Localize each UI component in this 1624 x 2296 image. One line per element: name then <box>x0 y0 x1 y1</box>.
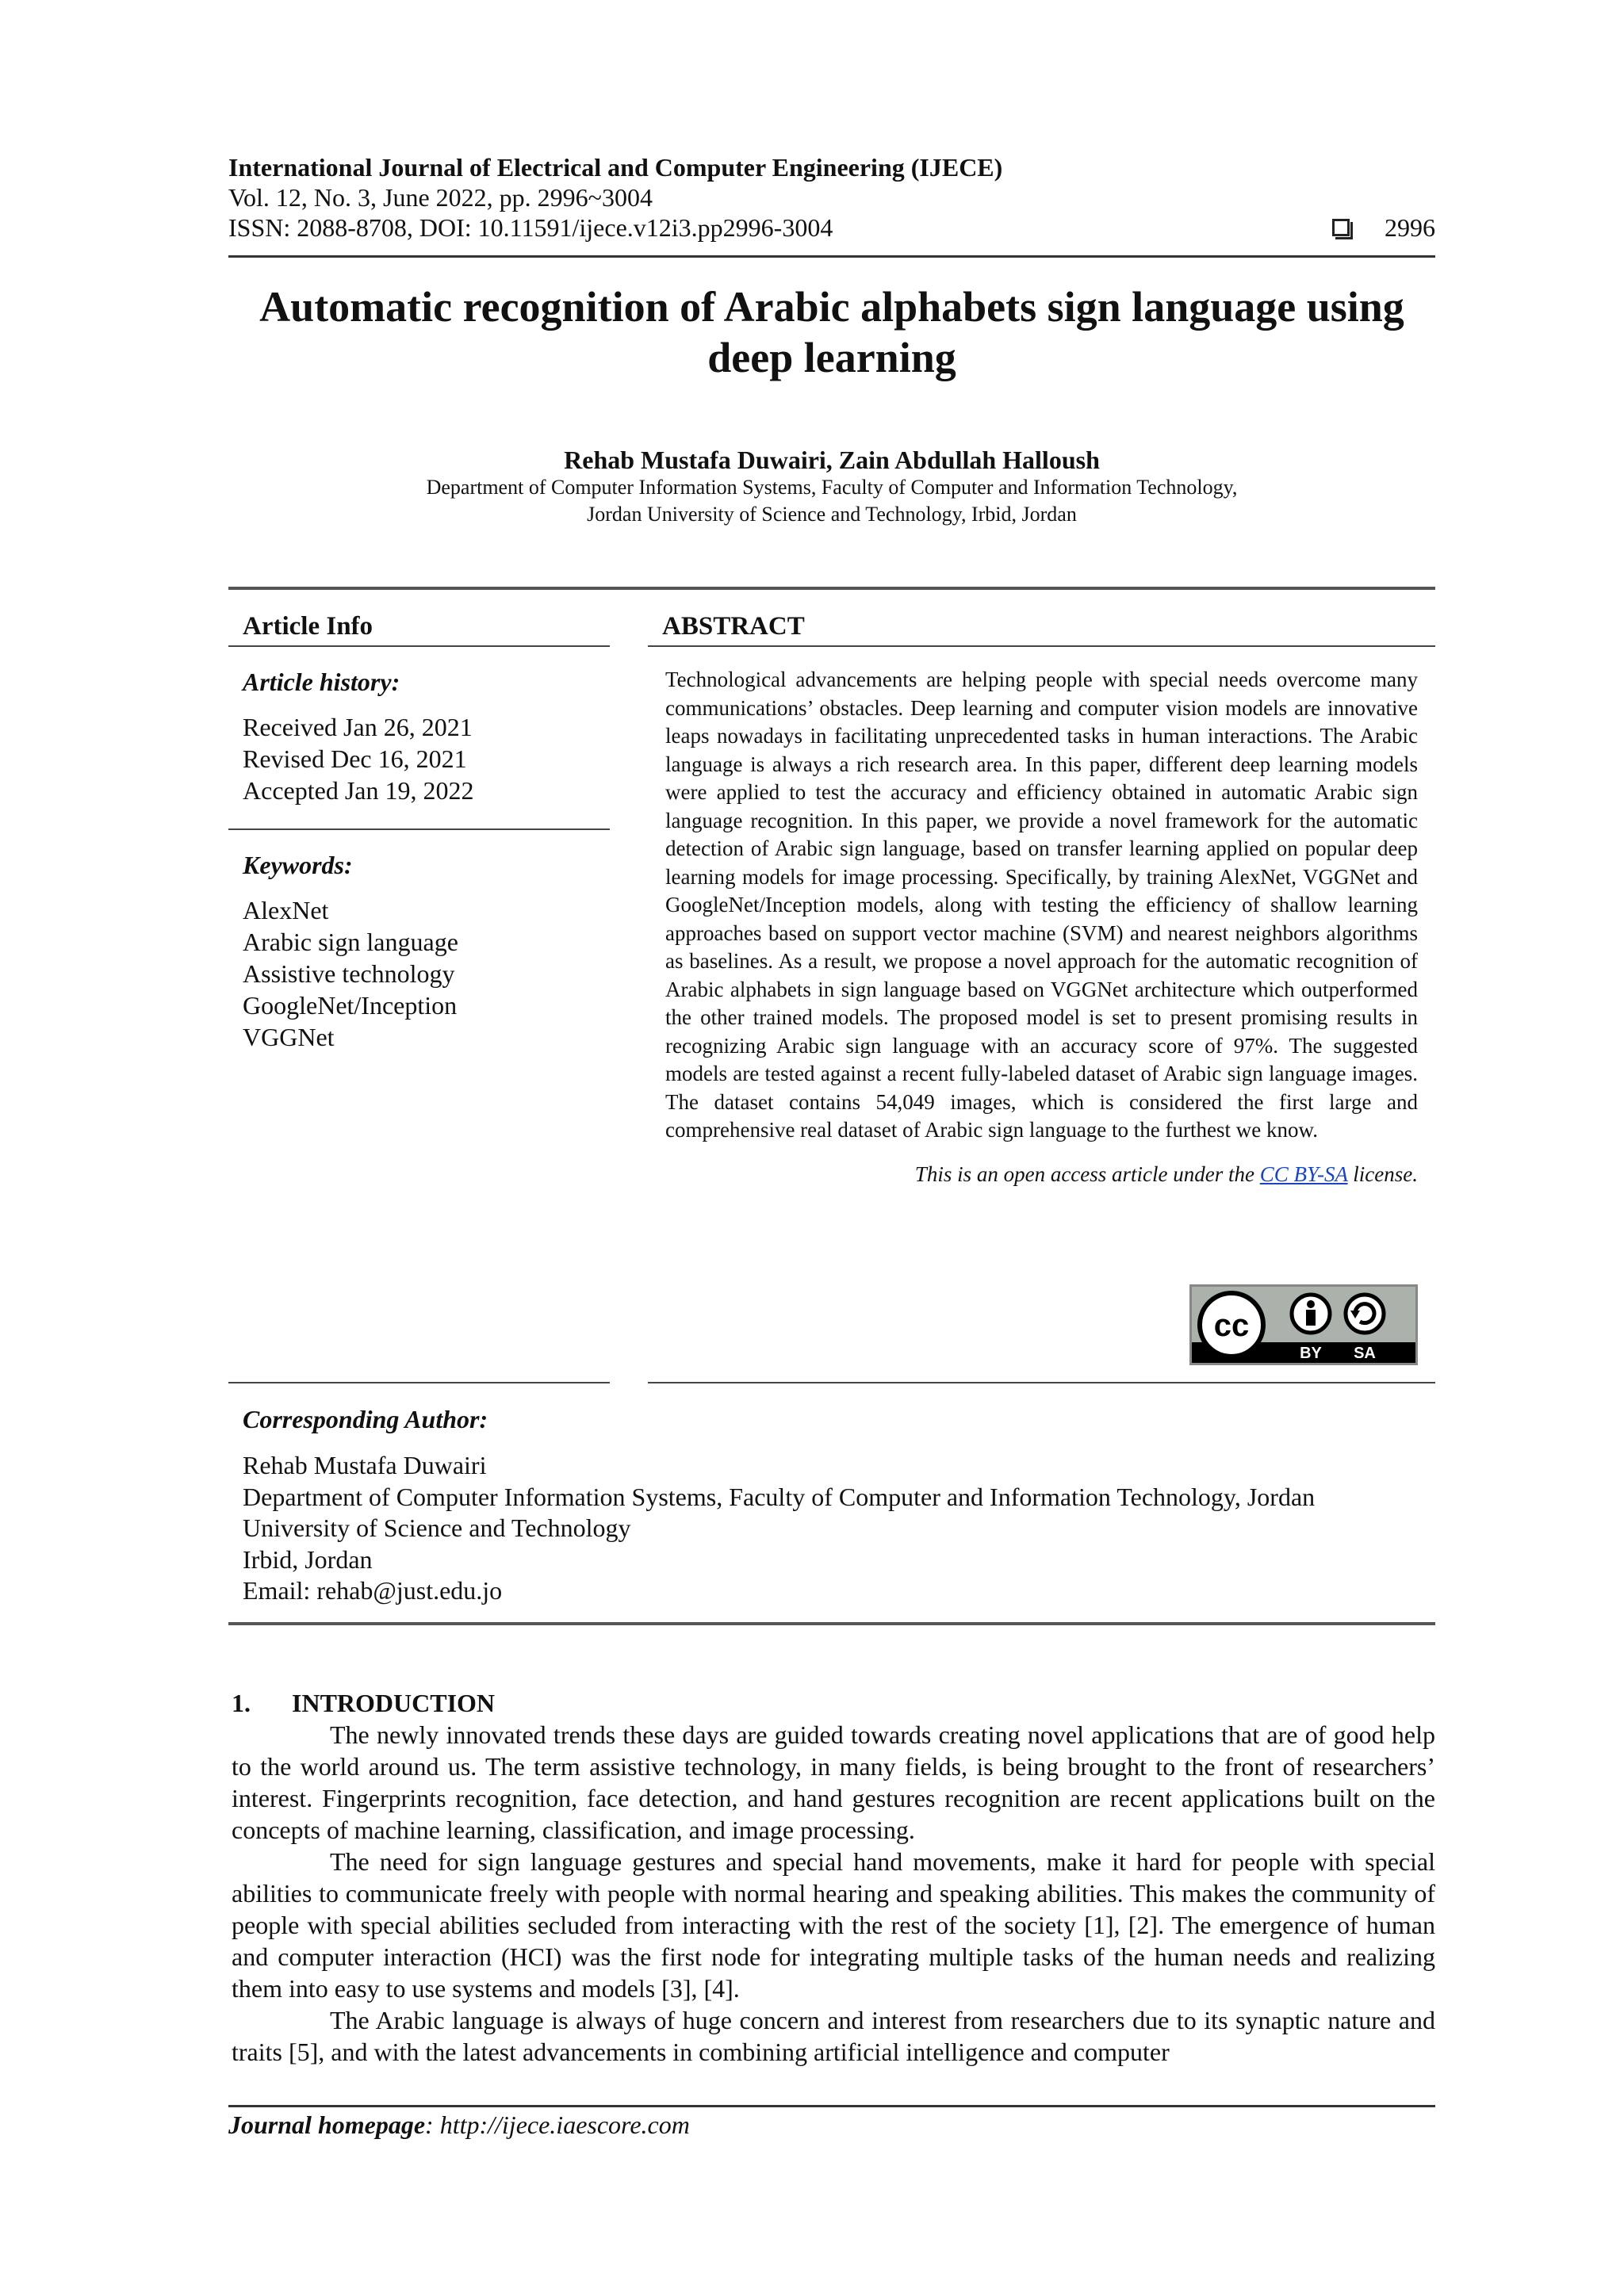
open-access-suffix: license. <box>1347 1161 1418 1186</box>
keyword-item: AlexNet <box>243 896 329 924</box>
page-number: 2996 <box>1385 212 1435 242</box>
info-bottom-rule <box>228 1382 610 1383</box>
abstract-text: Technological advancements are helping people with special needs overcome many communications’ obstacles. Deep learning and computer vision models are innovative leaps nowadays in facilitating unprecedented tasks in human interactions. The Arabic language is always a rich research area. In this paper, different deep learning models were applied to test the accuracy and efficiency obtained in automatic Arabic sign language recognition. In this paper, we provide a novel framework for the automatic detection of Arabic sign language, based on transfer learning applied on popular deep learning models for image processing. Specifically, by training AlexNet, VGGNet and GoogleNet/Inception models, along with testing the efficiency of shallow learning approaches based on support vector machine (SVM) and nearest neighbors algorithms as baselines. As a result, we propose a novel approach for the automatic recognition of Arabic alphabets in sign language based on VGGNet architecture which outperformed the other trained models. The proposed model is set to present promising results in recognizing Arabic sign language with an accuracy score of 97%. The suggested models are tested against a recent fully-labeled dataset of Arabic sign language images. The dataset contains 54,049 images, which is considered the first large and comprehensive real dataset of Arabic sign language to the furthest we know. <box>665 668 1418 1142</box>
keyword-item: VGGNet <box>243 1023 335 1051</box>
corresponding-name: Rehab Mustafa Duwairi <box>243 1451 487 1479</box>
open-access-note <box>648 1162 1435 1187</box>
keyword-item: Assistive technology <box>243 959 455 988</box>
paper-authors: Rehab Mustafa Duwairi, Zain Abdullah Halloush <box>564 446 1100 474</box>
section-heading <box>232 1687 1435 1719</box>
affiliation-line: Department of Computer Information Systems, Faculty of Computer and Information Technology, <box>426 476 1238 499</box>
body-paragraph: The newly innovated trends these days are guided towards creating novel applications that are of good help to the world around us. The term assistive technology, in many fields, is being brought to the front of researchers’ interest. Fingerprints recognition, face detection, and hand gestures recognition are recent applications built on the concepts of machine learning, classification, and image processing. <box>232 1720 1435 1844</box>
checkbox-square-icon <box>1332 219 1350 236</box>
keyword-item: Arabic sign language <box>243 928 458 956</box>
open-access-prefix: This is an open access article under the <box>914 1161 1260 1186</box>
history-item: Revised Dec 16, 2021 <box>243 744 467 773</box>
corresponding-author <box>228 1386 1435 1607</box>
author-affiliation <box>228 474 1435 528</box>
corresponding-author-label: Corresponding Author: <box>243 1405 488 1433</box>
corresponding-dept: Department of Computer Information Systems, Faculty of Computer and Information Technology, Jordan <box>243 1482 1316 1511</box>
header-rule <box>228 255 1435 258</box>
homepage-label: Journal homepage <box>228 2110 426 2139</box>
journal-homepage <box>228 2110 1435 2140</box>
cc-mark: cc <box>1213 1308 1250 1343</box>
keyword-item: GoogleNet/Inception <box>243 991 458 1020</box>
section-number: 1. <box>232 1689 251 1717</box>
keywords-label: Keywords: <box>243 851 353 879</box>
history-item: Accepted Jan 19, 2022 <box>243 776 474 805</box>
keywords-list <box>228 894 610 1053</box>
paper-title: Automatic recognition of Arabic alphabets sign language using deep learning <box>259 283 1404 381</box>
badge-by: BY <box>1300 1345 1322 1362</box>
badge-sa: SA <box>1354 1345 1376 1362</box>
cc-by-sa-badge-icon <box>1192 1287 1415 1363</box>
license-link[interactable]: CC BY-SA <box>1259 1161 1348 1186</box>
article-history-label: Article history: <box>243 668 400 696</box>
footer-rule <box>228 2105 1435 2107</box>
corresponding-bottom-rule <box>228 1622 1435 1625</box>
article-info-heading: Article Info <box>228 587 610 647</box>
body-paragraph: The Arabic language is always of huge concern and interest from researchers due to its synaptic nature and traits [5], and with the latest advancements in combining artificial intelligence and computer <box>232 2006 1435 2066</box>
corresponding-email: Email: rehab@just.edu.jo <box>243 1576 503 1605</box>
section-title: INTRODUCTION <box>292 1689 496 1717</box>
corresponding-dept: University of Science and Technology <box>243 1513 631 1542</box>
info-divider <box>228 828 610 830</box>
journal-name: International Journal of Electrical and Computer Engineering (IJECE) <box>228 153 1003 182</box>
history-item: Received Jan 26, 2021 <box>243 713 473 741</box>
body-paragraph: The need for sign language gestures and special hand movements, make it hard for people with special abilities to communicate freely with people with normal hearing and speaking abilities. This makes the community of people with special abilities secluded from interacting with the rest of the society [1], [2]. The emergence of human and computer interaction (HCI) was the first node for integrating multiple tasks of the human needs and realizing them into easy to use systems and models [3], [4]. <box>232 1847 1435 2003</box>
article-info <box>228 587 610 1053</box>
journal-header <box>228 152 1435 243</box>
abstract-heading: ABSTRACT <box>648 587 1435 647</box>
article-history <box>228 711 610 806</box>
journal-volume: Vol. 12, No. 3, June 2022, pp. 2996~3004 <box>228 183 653 212</box>
journal-issn: ISSN: 2088-8708, DOI: 10.11591/ijece.v12i3.pp2996-3004 <box>228 213 833 242</box>
introduction-section <box>232 1687 1435 2068</box>
corresponding-city: Irbid, Jordan <box>243 1544 373 1574</box>
creative-commons-icon[interactable] <box>1189 1284 1418 1365</box>
abstract-bottom-rule <box>648 1382 1435 1383</box>
affiliation-line: Jordan University of Science and Technology, Irbid, Jordan <box>587 503 1077 526</box>
homepage-url[interactable]: : http://ijece.iaescore.com <box>425 2110 690 2139</box>
abstract <box>648 587 1435 1187</box>
